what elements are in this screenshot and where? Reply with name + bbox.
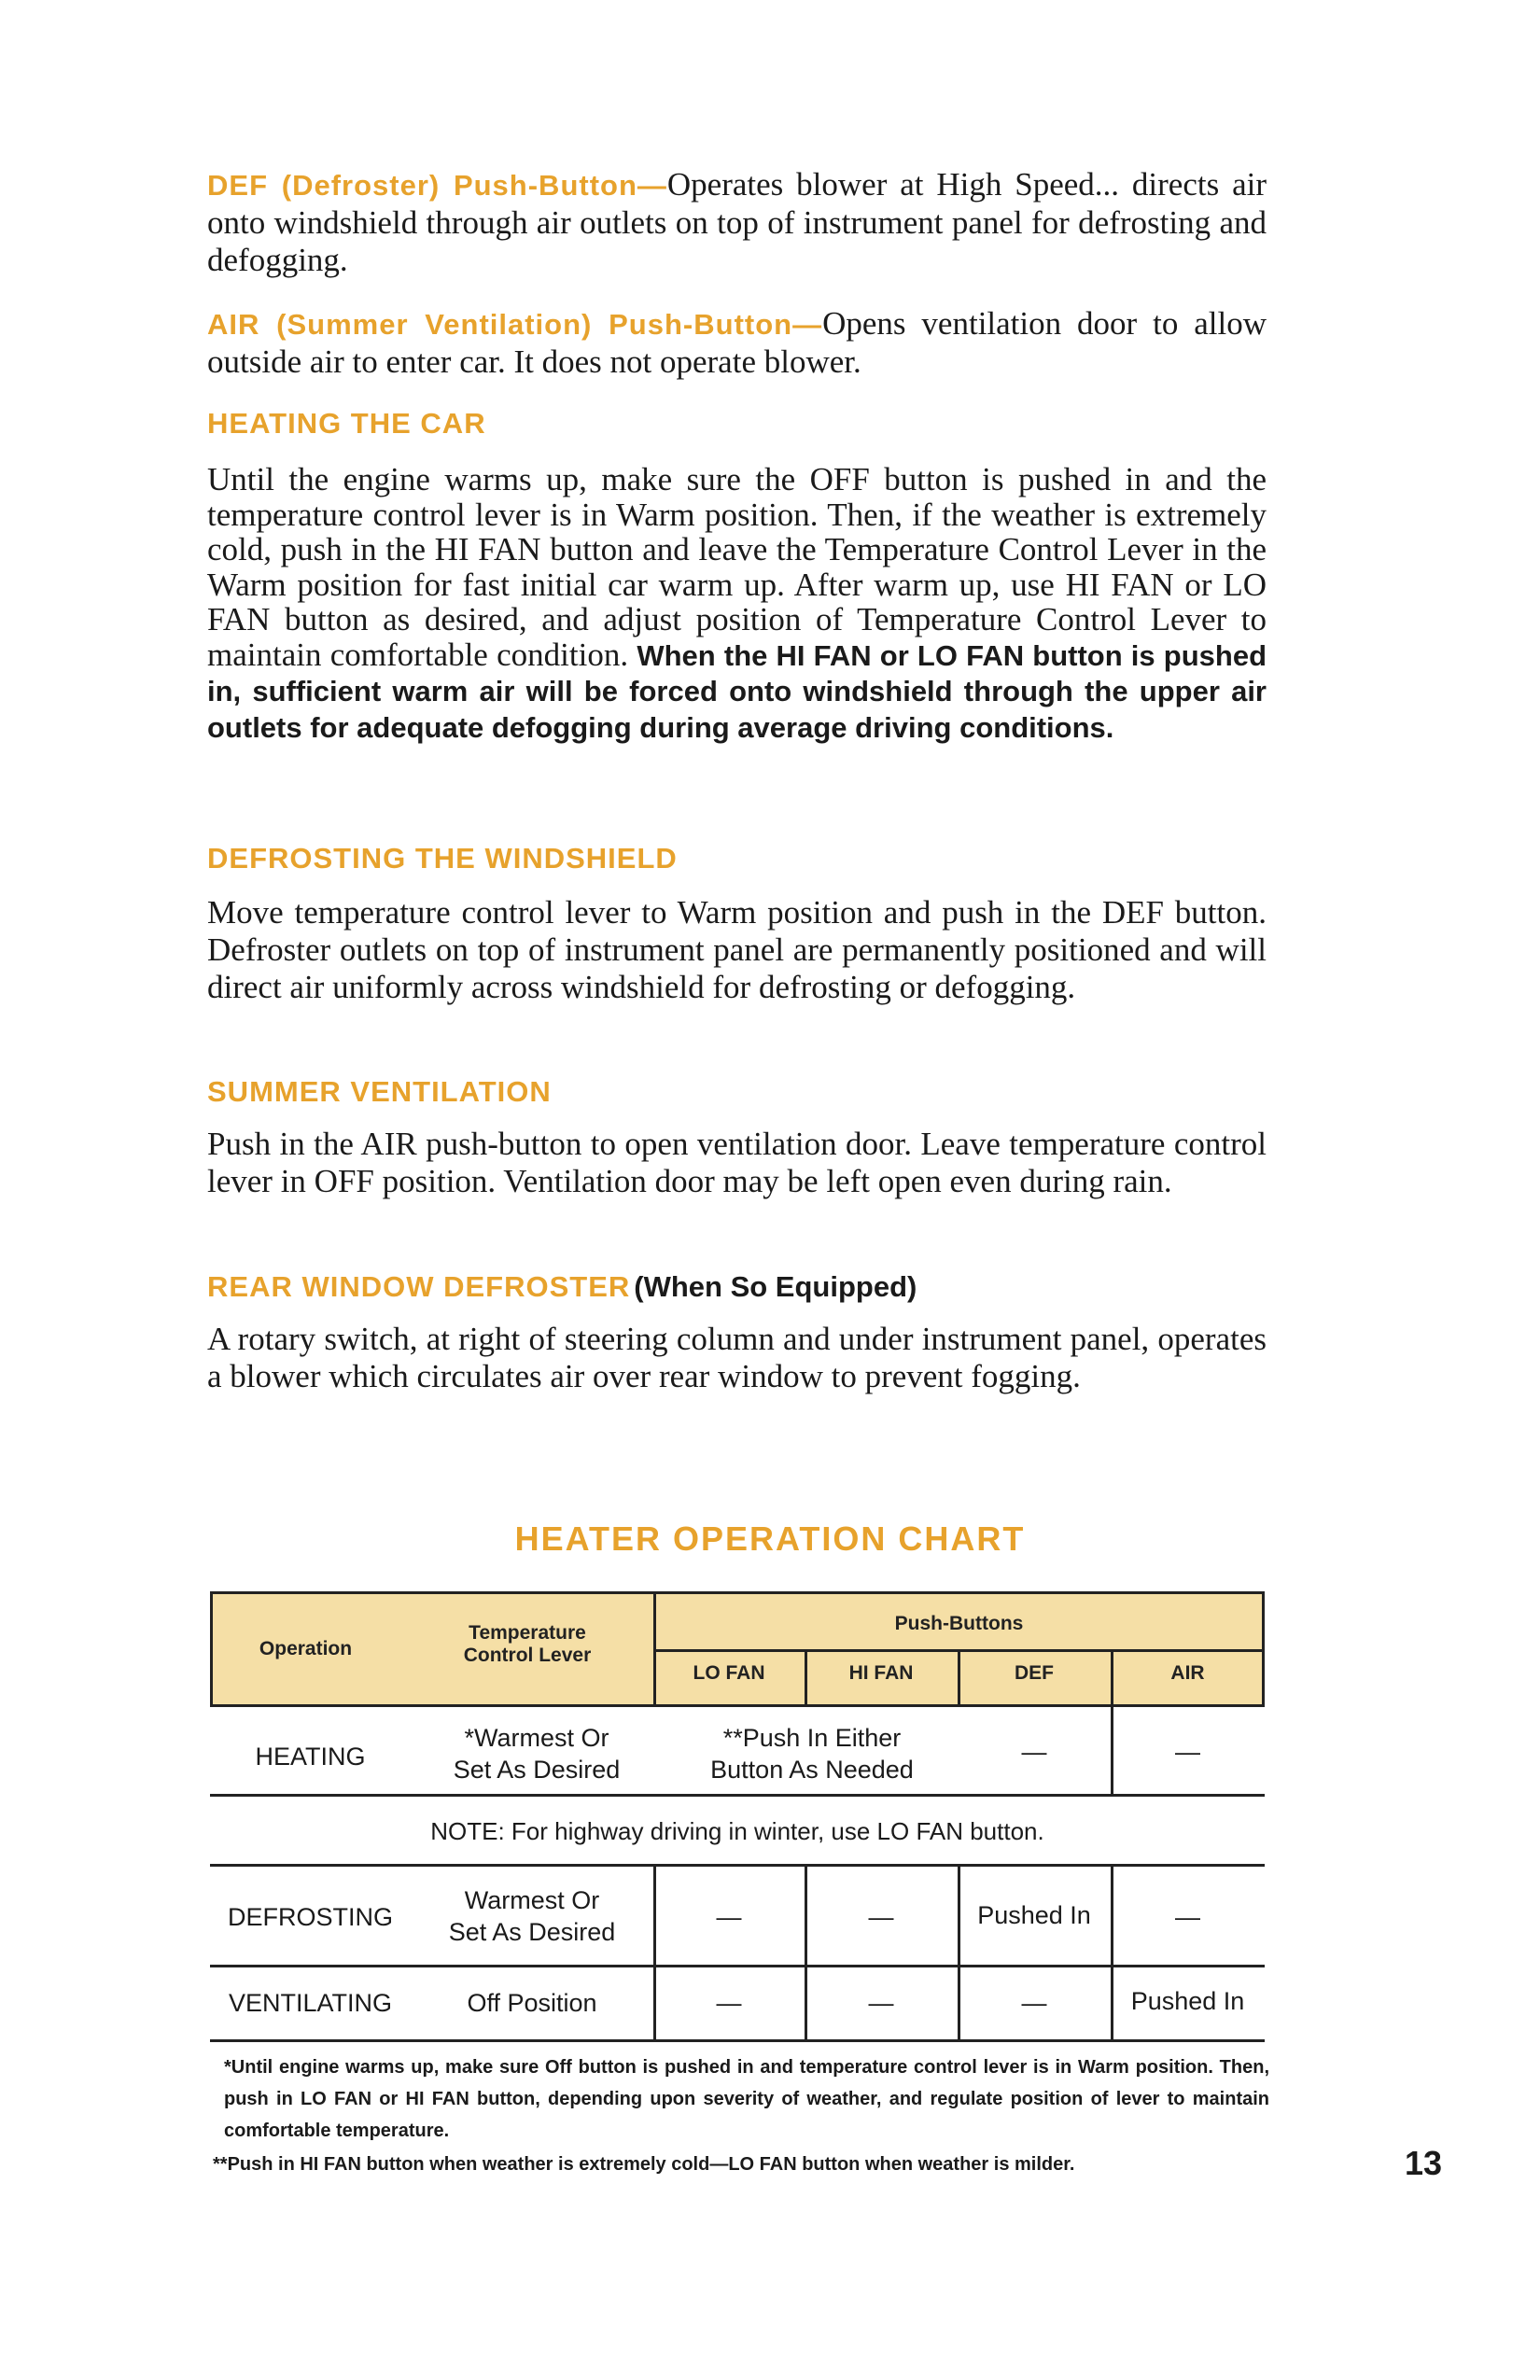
row-ventilating-operation: VENTILATING (228, 1989, 393, 2017)
air-paragraph (207, 305, 1267, 381)
row-defrosting-def: Pushed In (977, 1901, 1091, 1929)
summer-heading: SUMMER VENTILATION (207, 1075, 552, 1108)
row-ventilating-temp: Off Position (467, 1989, 597, 2017)
ventilating-bottom-rule (210, 2039, 1265, 2042)
row-heating-temp (411, 1722, 663, 1785)
row-heating-temp-line1: *Warmest Or (464, 1724, 609, 1752)
rear-text: A rotary switch, at right of steering column and under instrument panel, operates a blower which circulates air over rear window to prevent fogging. (207, 1321, 1267, 1394)
row-heating-air: — (1175, 1738, 1200, 1766)
note-bottom-rule (210, 1864, 1265, 1867)
row-defrosting-temp (411, 1884, 653, 1948)
header-air: AIR (1170, 1662, 1205, 1684)
defrosting-bottom-rule (210, 1965, 1265, 1967)
row-defrosting-operation: DEFROSTING (227, 1903, 393, 1931)
header-operation: Operation (259, 1638, 353, 1659)
row-heating-fan (663, 1722, 961, 1785)
footnote-2: **Push in HI FAN button when weather is extremely cold—LO FAN button when weather is milder. (213, 2154, 1075, 2175)
defrosting-paragraph (207, 894, 1267, 1006)
header-push-buttons: Push-Buttons (894, 1613, 1024, 1634)
row-heating-def: — (1021, 1738, 1047, 1766)
heating-paragraph (207, 462, 1267, 745)
def-text: Operates blower at High Speed... directs air onto windshield through air outlets on top of instrument panel for defrosting and defogging. (207, 166, 1267, 278)
row-defrosting-temp-line1: Warmest Or (464, 1886, 600, 1914)
defrosting-text: Move temperature control lever to Warm position and push in the DEF button. Defroster outlets on top of instrument panel are permanently positioned and will direct air uniformly across windshield for defrosting or defogging. (207, 894, 1267, 1005)
row-heating-fan-line2: Button As Needed (710, 1756, 914, 1784)
row-ventilating-lo: — (716, 1989, 742, 2017)
chart-title: HEATER OPERATION CHART (514, 1519, 1026, 1558)
rear-paragraph (207, 1321, 1267, 1395)
rear-heading-line (207, 1270, 917, 1304)
header-temperature (401, 1622, 653, 1667)
defrosting-heading: DEFROSTING THE WINDSHIELD (207, 842, 678, 875)
footnote-1: *Until engine warms up, make sure Off button is pushed in and temperature control lever is in Warm position. Then, push in LO FAN or HI FAN button, depending upon severity of weather, and regulate position of lever to maintain comfortable temperature. (224, 2057, 1269, 2141)
row-defrosting-lo: — (716, 1903, 742, 1931)
header-lo-fan: LO FAN (693, 1662, 765, 1684)
air-text: Opens ventilation door to allow outside air to enter car. It does not operate blower. (207, 305, 1267, 380)
heating-bottom-rule (210, 1794, 1265, 1797)
page-number: 13 (1404, 2144, 1442, 2182)
row-ventilating-def: — (1021, 1989, 1047, 2017)
row-defrosting-temp-line2: Set As Desired (448, 1918, 616, 1946)
header-temperature-line1: Temperature (469, 1622, 586, 1644)
header-hi-fan: HI FAN (848, 1662, 914, 1684)
def-paragraph (207, 166, 1267, 279)
air-label: AIR (Summer Ventilation) Push-Button— (207, 308, 823, 341)
row-heating-operation: HEATING (255, 1743, 366, 1771)
header-def: DEF (1015, 1662, 1054, 1684)
heating-text: Until the engine warms up, make sure the OFF button is pushed in and the temperature control lever is in Warm position. Then, if the weather is extremely cold, push in the HI FAN button and leave the Temperature Control Lever in the Warm position for fast initial car warm up. After warm up, use HI FAN or LO FAN button as desired, and adjust position of Temperature Control Lever to maintain comfortable condition. (207, 461, 1267, 673)
row-ventilating-hi: — (868, 1989, 894, 2017)
rear-heading: REAR WINDOW DEFROSTER (207, 1270, 631, 1303)
summer-text: Push in the AIR push-button to open ventilation door. Leave temperature control lever in OFF position. Ventilation door may be left open even during rain. (207, 1126, 1267, 1199)
row-defrosting-air: — (1175, 1903, 1200, 1931)
header-temperature-line2: Control Lever (463, 1645, 592, 1666)
rear-subheading: (When So Equipped) (634, 1270, 917, 1303)
row-defrosting-hi: — (868, 1903, 894, 1931)
summer-paragraph (207, 1126, 1267, 1200)
row-ventilating-air: Pushed In (1130, 1987, 1245, 2015)
row-heating-temp-line2: Set As Desired (453, 1756, 621, 1784)
chart-note: NOTE: For highway driving in winter, use LO FAN button. (430, 1817, 1044, 1845)
heating-bold-text: When the HI FAN or LO FAN button is pushed in, sufficient warm air will be forced onto windshield through the upper air outlets for adequate defogging during average driving conditions. (207, 638, 1267, 744)
heating-heading: HEATING THE CAR (207, 407, 486, 440)
def-label: DEF (Defroster) Push-Button— (207, 169, 667, 202)
row-heating-fan-line1: **Push In Either (722, 1724, 902, 1752)
